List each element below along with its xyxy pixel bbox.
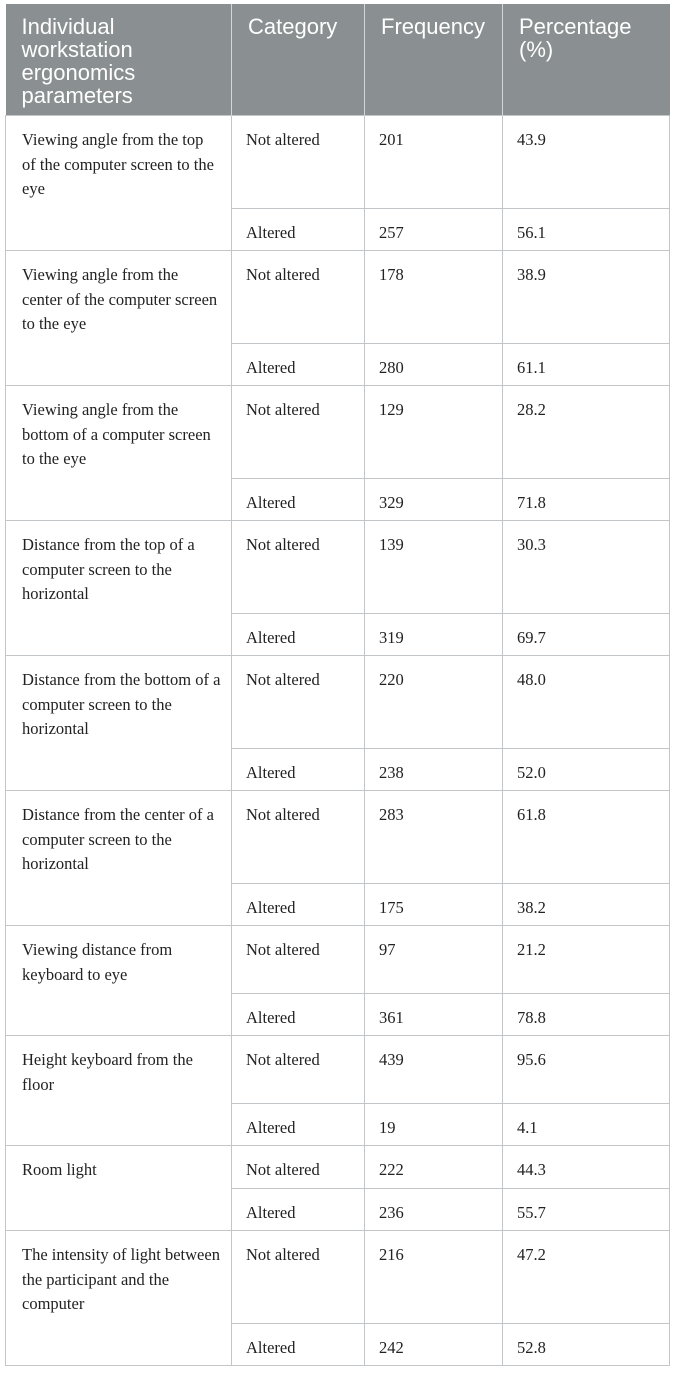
frequency-cell: 236 <box>365 1189 503 1231</box>
header-percentage: Percentage (%) <box>503 4 670 116</box>
percentage-cell: 95.6 <box>503 1036 670 1104</box>
category-cell: Not altered <box>232 1146 365 1189</box>
category-cell: Not altered <box>232 1231 365 1324</box>
parameter-cell: Height keyboard from the floor <box>6 1036 232 1146</box>
table-row <box>6 251 670 344</box>
parameter-cell: Viewing angle from the center of the computer screen to the eye <box>6 251 232 386</box>
table-row <box>6 1036 670 1104</box>
ergonomics-table <box>5 4 670 1366</box>
parameter-cell: Viewing angle from the bottom of a computer screen to the eye <box>6 386 232 521</box>
table-row <box>6 386 670 479</box>
header-category: Category <box>232 4 365 116</box>
percentage-cell: 38.9 <box>503 251 670 344</box>
parameter-cell: Room light <box>6 1146 232 1231</box>
frequency-cell: 238 <box>365 749 503 791</box>
frequency-cell: 242 <box>365 1324 503 1366</box>
frequency-cell: 129 <box>365 386 503 479</box>
category-cell: Not altered <box>232 116 365 209</box>
category-cell: Altered <box>232 1104 365 1146</box>
percentage-cell: 52.0 <box>503 749 670 791</box>
table-row <box>6 1146 670 1189</box>
percentage-cell: 44.3 <box>503 1146 670 1189</box>
parameter-cell: Distance from the bottom of a computer screen to the horizontal <box>6 656 232 791</box>
percentage-cell: 48.0 <box>503 656 670 749</box>
parameter-cell: Viewing angle from the top of the computer screen to the eye <box>6 116 232 251</box>
table-row <box>6 791 670 884</box>
category-cell: Altered <box>232 884 365 926</box>
percentage-cell: 61.8 <box>503 791 670 884</box>
category-cell: Altered <box>232 614 365 656</box>
table-row <box>6 116 670 209</box>
frequency-cell: 216 <box>365 1231 503 1324</box>
frequency-cell: 97 <box>365 926 503 994</box>
percentage-cell: 4.1 <box>503 1104 670 1146</box>
table-body <box>6 116 670 1366</box>
header-frequency: Frequency <box>365 4 503 116</box>
header-row <box>6 4 670 116</box>
percentage-cell: 55.7 <box>503 1189 670 1231</box>
percentage-cell: 52.8 <box>503 1324 670 1366</box>
category-cell: Not altered <box>232 656 365 749</box>
category-cell: Altered <box>232 209 365 251</box>
category-cell: Not altered <box>232 791 365 884</box>
frequency-cell: 19 <box>365 1104 503 1146</box>
frequency-cell: 319 <box>365 614 503 656</box>
category-cell: Altered <box>232 1189 365 1231</box>
percentage-cell: 47.2 <box>503 1231 670 1324</box>
category-cell: Altered <box>232 1324 365 1366</box>
frequency-cell: 329 <box>365 479 503 521</box>
frequency-cell: 201 <box>365 116 503 209</box>
percentage-cell: 56.1 <box>503 209 670 251</box>
frequency-cell: 439 <box>365 1036 503 1104</box>
table-row <box>6 521 670 614</box>
percentage-cell: 21.2 <box>503 926 670 994</box>
parameter-cell: The intensity of light between the participant and the computer <box>6 1231 232 1366</box>
category-cell: Not altered <box>232 251 365 344</box>
percentage-cell: 69.7 <box>503 614 670 656</box>
category-cell: Not altered <box>232 926 365 994</box>
header-parameter: Individual workstation ergonomics parameters <box>6 4 232 116</box>
category-cell: Not altered <box>232 1036 365 1104</box>
parameter-cell: Viewing distance from keyboard to eye <box>6 926 232 1036</box>
category-cell: Altered <box>232 479 365 521</box>
category-cell: Not altered <box>232 521 365 614</box>
frequency-cell: 220 <box>365 656 503 749</box>
percentage-cell: 30.3 <box>503 521 670 614</box>
percentage-cell: 61.1 <box>503 344 670 386</box>
table-row <box>6 1231 670 1324</box>
frequency-cell: 139 <box>365 521 503 614</box>
percentage-cell: 78.8 <box>503 994 670 1036</box>
frequency-cell: 178 <box>365 251 503 344</box>
parameter-cell: Distance from the center of a computer screen to the horizontal <box>6 791 232 926</box>
category-cell: Altered <box>232 344 365 386</box>
category-cell: Altered <box>232 749 365 791</box>
percentage-cell: 43.9 <box>503 116 670 209</box>
parameter-cell: Distance from the top of a computer screen to the horizontal <box>6 521 232 656</box>
percentage-cell: 71.8 <box>503 479 670 521</box>
frequency-cell: 257 <box>365 209 503 251</box>
frequency-cell: 283 <box>365 791 503 884</box>
table-row <box>6 926 670 994</box>
category-cell: Altered <box>232 994 365 1036</box>
percentage-cell: 38.2 <box>503 884 670 926</box>
category-cell: Not altered <box>232 386 365 479</box>
frequency-cell: 361 <box>365 994 503 1036</box>
table-header <box>6 4 670 116</box>
frequency-cell: 222 <box>365 1146 503 1189</box>
percentage-cell: 28.2 <box>503 386 670 479</box>
table-row <box>6 656 670 749</box>
frequency-cell: 280 <box>365 344 503 386</box>
frequency-cell: 175 <box>365 884 503 926</box>
